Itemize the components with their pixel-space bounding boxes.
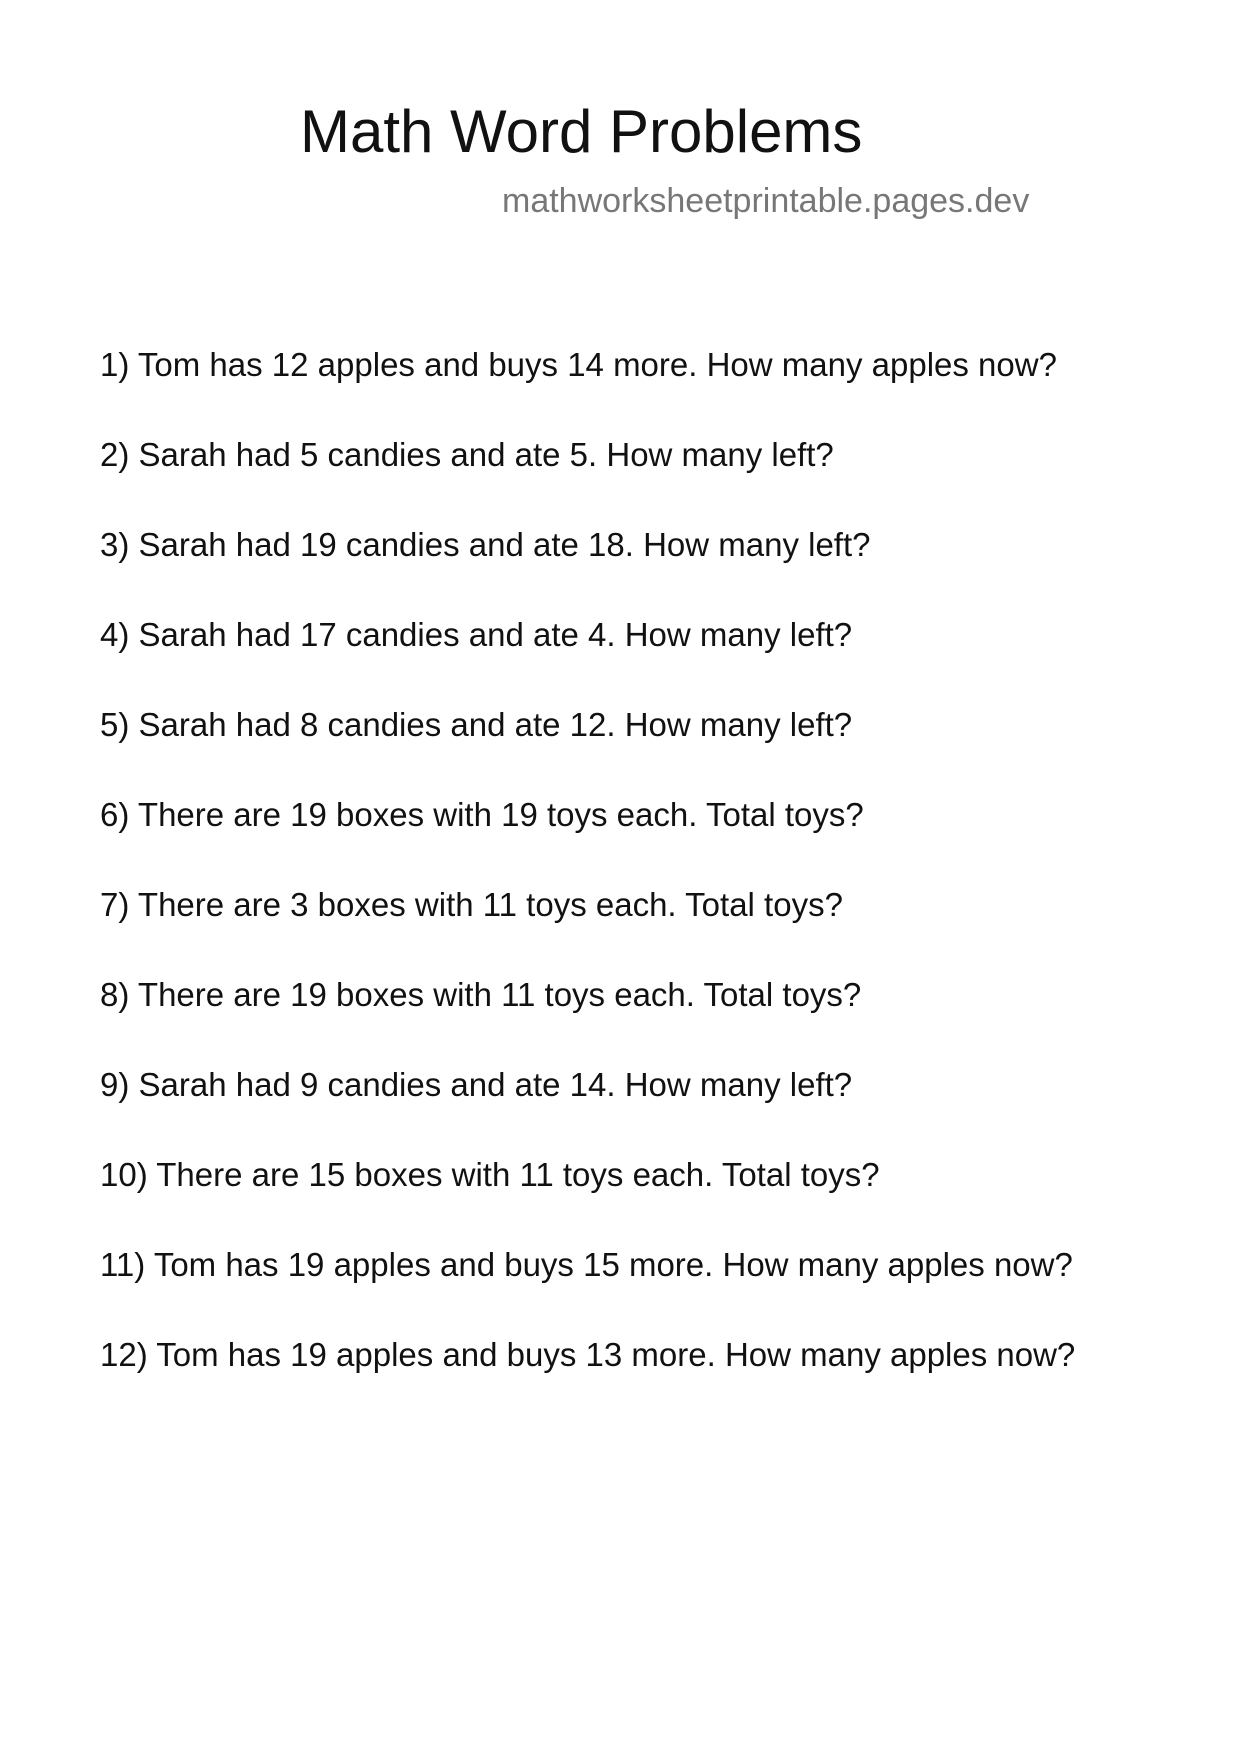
problem-12: 12) Tom has 19 apples and buys 13 more. How many apples now?: [100, 1336, 1076, 1373]
problem-2: 2) Sarah had 5 candies and ate 5. How many left?: [100, 436, 834, 473]
problem-4: 4) Sarah had 17 candies and ate 4. How many left?: [100, 616, 853, 653]
problem-11: 11) Tom has 19 apples and buys 15 more. How many apples now?: [100, 1246, 1073, 1283]
problem-9: 9) Sarah had 9 candies and ate 14. How many left?: [100, 1066, 853, 1103]
source-url: mathworksheetprintable.pages.dev: [502, 182, 1030, 220]
problem-3: 3) Sarah had 19 candies and ate 18. How many left?: [100, 526, 871, 563]
problem-list: [100, 345, 1075, 1425]
problem-1: 1) Tom has 12 apples and buys 14 more. How many apples now?: [100, 346, 1057, 383]
problem-7: 7) There are 3 boxes with 11 toys each. Total toys?: [100, 886, 843, 923]
problem-10: 10) There are 15 boxes with 11 toys each. Total toys?: [100, 1156, 880, 1193]
problem-6: 6) There are 19 boxes with 19 toys each. Total toys?: [100, 796, 864, 833]
problem-8: 8) There are 19 boxes with 11 toys each. Total toys?: [100, 976, 862, 1013]
problem-5: 5) Sarah had 8 candies and ate 12. How many left?: [100, 706, 853, 743]
page-title: Math Word Problems: [300, 98, 863, 165]
